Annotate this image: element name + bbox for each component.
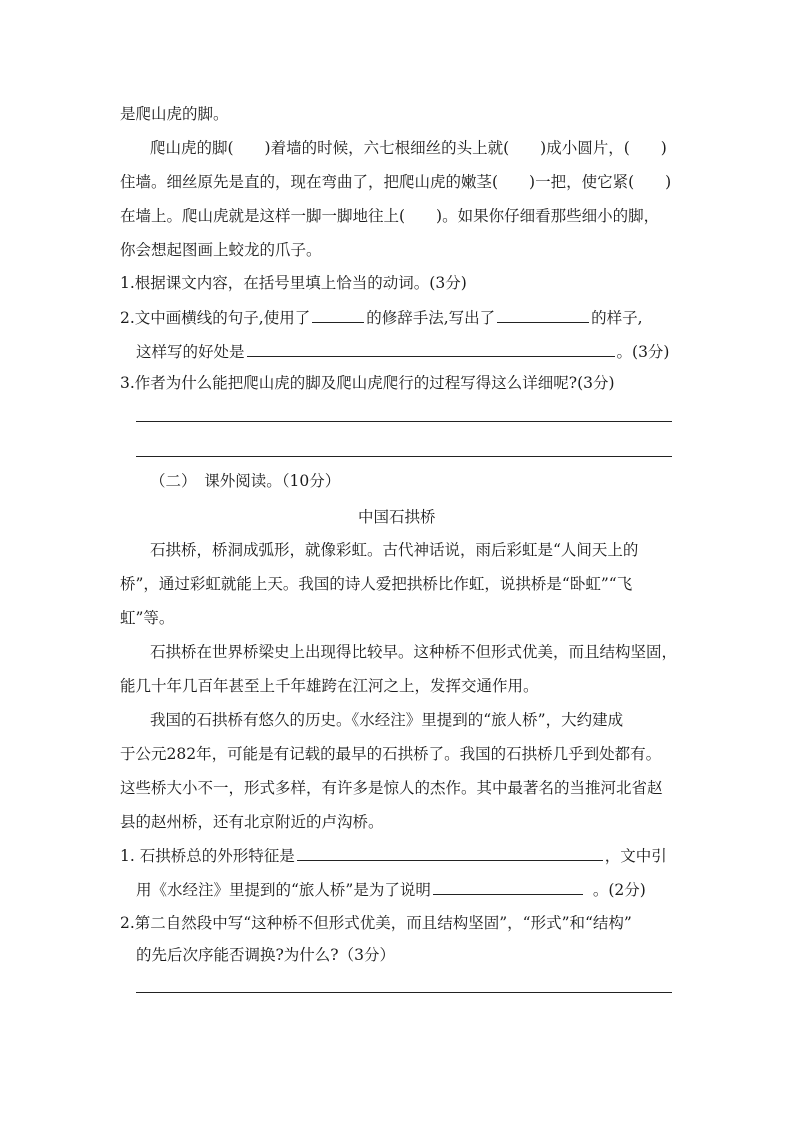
question-1-2-text-d: 这样写的好处是 — [136, 343, 245, 361]
answer-line-1-3b[interactable] — [136, 456, 672, 457]
answer-line-2-2[interactable] — [136, 992, 672, 993]
question-2-1 — [120, 845, 667, 866]
question-2-1-text-b: ，文中引 — [604, 847, 667, 865]
question-1-1: 1.根据课文内容，在括号里填上恰当的动词。(3分) — [120, 274, 467, 292]
question-1-2 — [120, 307, 643, 328]
article-line-4: 石拱桥在世界桥梁史上出现得比较早。这种桥不但形式优美，而且结构坚固， — [150, 643, 678, 661]
question-2-2-continued: 的先后次序能否调换?为什么?（3分） — [136, 946, 395, 964]
article-line-5: 能几十年几百年甚至上千年雄跨在江河之上，发挥交通作用。 — [120, 677, 539, 695]
question-1-2-text-c: 的样子, — [591, 309, 643, 327]
passage1-line-3: 在墙上。爬山虎就是这样一脚一脚地往上( )。如果你仔细看那些细小的脚， — [120, 207, 660, 225]
question-1-2-text-b: 的修辞手法,写出了 — [366, 309, 496, 327]
question-2-1-text-c: 用《水经注》里提到的“旅人桥”是为了说明 — [136, 881, 431, 899]
benefit-answer-blank[interactable] — [247, 341, 615, 357]
rhetoric-answer-blank[interactable] — [312, 307, 364, 323]
question-1-2-text-e: 。(3分) — [616, 343, 670, 361]
question-2-1-continued — [136, 879, 646, 900]
question-2-1-text-a: 1. 石拱桥总的外形特征是 — [120, 847, 295, 865]
appearance-answer-blank[interactable] — [497, 307, 589, 323]
article-line-8: 这些桥大小不一，形式多样，有许多是惊人的杰作。其中最著名的当推河北省赵 — [120, 779, 663, 797]
article-line-1: 石拱桥，桥洞成弧形，就像彩虹。古代神话说，雨后彩虹是“人间天上的 — [150, 541, 639, 559]
purpose-answer-blank[interactable] — [433, 879, 583, 895]
article-title: 中国石拱桥 — [358, 508, 436, 526]
article-line-2: 桥”，通过彩虹就能上天。我国的诗人爱把拱桥比作虹，说拱桥是“卧虹”“飞 — [120, 575, 633, 593]
article-line-9: 县的赵州桥，还有北京附近的卢沟桥。 — [120, 813, 384, 831]
feature-answer-blank[interactable] — [297, 845, 603, 861]
answer-line-1-3a[interactable] — [136, 421, 672, 422]
article-line-3: 虹”等。 — [120, 609, 175, 627]
question-2-1-text-d: 。(2分) — [592, 881, 646, 899]
article-line-6: 我国的石拱桥有悠久的历史。《水经注》里提到的“旅人桥”，大约建成 — [150, 711, 624, 729]
question-1-3: 3.作者为什么能把爬山虎的脚及爬山虎爬行的过程写得这么详细呢?(3分) — [120, 374, 615, 392]
section-2-heading: （二） 课外阅读。（10分） — [150, 472, 341, 490]
passage1-line-4: 你会想起图画上蛟龙的爪子。 — [120, 241, 322, 259]
passage1-lead-in: 是爬山虎的脚。 — [120, 105, 229, 123]
question-1-2-continued — [136, 341, 669, 362]
article-line-7: 于公元282年，可能是有记载的最早的石拱桥了。我国的石拱桥几乎到处都有。 — [120, 745, 662, 763]
passage1-line-1: 爬山虎的脚( )着墙的时候，六七根细丝的头上就( )成小圆片，( ) — [150, 139, 667, 157]
question-2-2: 2.第二自然段中写“这种桥不但形式优美，而且结构坚固”，“形式”和“结构” — [120, 914, 632, 932]
question-1-2-text-a: 2.文中画横线的句子,使用了 — [120, 309, 311, 327]
passage1-line-2: 住墙。细丝原先是直的，现在弯曲了，把爬山虎的嫩茎( )一把，使它紧( ) — [120, 173, 672, 191]
